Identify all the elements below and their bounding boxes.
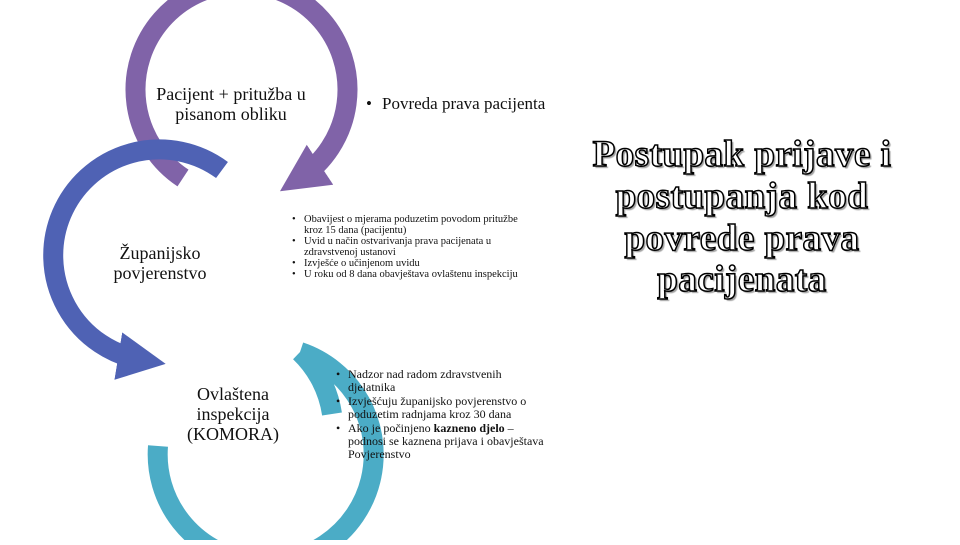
bullets-bottom bbox=[336, 368, 548, 462]
bullet-item: • Povreda prava pacijenta bbox=[366, 95, 556, 113]
bullet-text-suffix: – podnosi se kaznena prijava i obavještava Povjerenstvo bbox=[348, 421, 544, 461]
node-county-commission-label: Županijsko povjerenstvo bbox=[113, 243, 207, 284]
slide-title: Postupak prijave i postupanja kod povrede prava pacijenata bbox=[592, 134, 892, 301]
bullet-item: • Izvješćuju županijsko povjerenstvo o poduzetim radnjama kroz 30 dana bbox=[336, 395, 548, 422]
node-patient-label: Pacijent + pritužba u pisanom obliku bbox=[156, 84, 306, 125]
bullet-text-prefix: Ako je počinjeno bbox=[348, 421, 434, 436]
bullets-middle bbox=[292, 214, 530, 280]
bullet-item: • U roku od 8 dana obavještava ovlaštenu inspekciju bbox=[292, 269, 530, 280]
bullet-item: • Uvid u način ostvarivanja prava pacijenata u zdravstvenoj ustanovi bbox=[292, 236, 530, 258]
bullet-item bbox=[336, 422, 548, 462]
bullets-top bbox=[366, 95, 556, 113]
node-inspection-label: Ovlaštena inspekcija (KOMORA) bbox=[187, 384, 279, 445]
bullet-item: • Nadzor nad radom zdravstvenih djelatnika bbox=[336, 368, 548, 395]
bullet-item: • Izvješće o učinjenom uvidu bbox=[292, 258, 530, 269]
bullet-text-bold: kazneno djelo bbox=[433, 421, 505, 436]
bullet-item: • Obavijest o mjerama poduzetim povodom pritužbe kroz 15 dana (pacijentu) bbox=[292, 214, 530, 236]
